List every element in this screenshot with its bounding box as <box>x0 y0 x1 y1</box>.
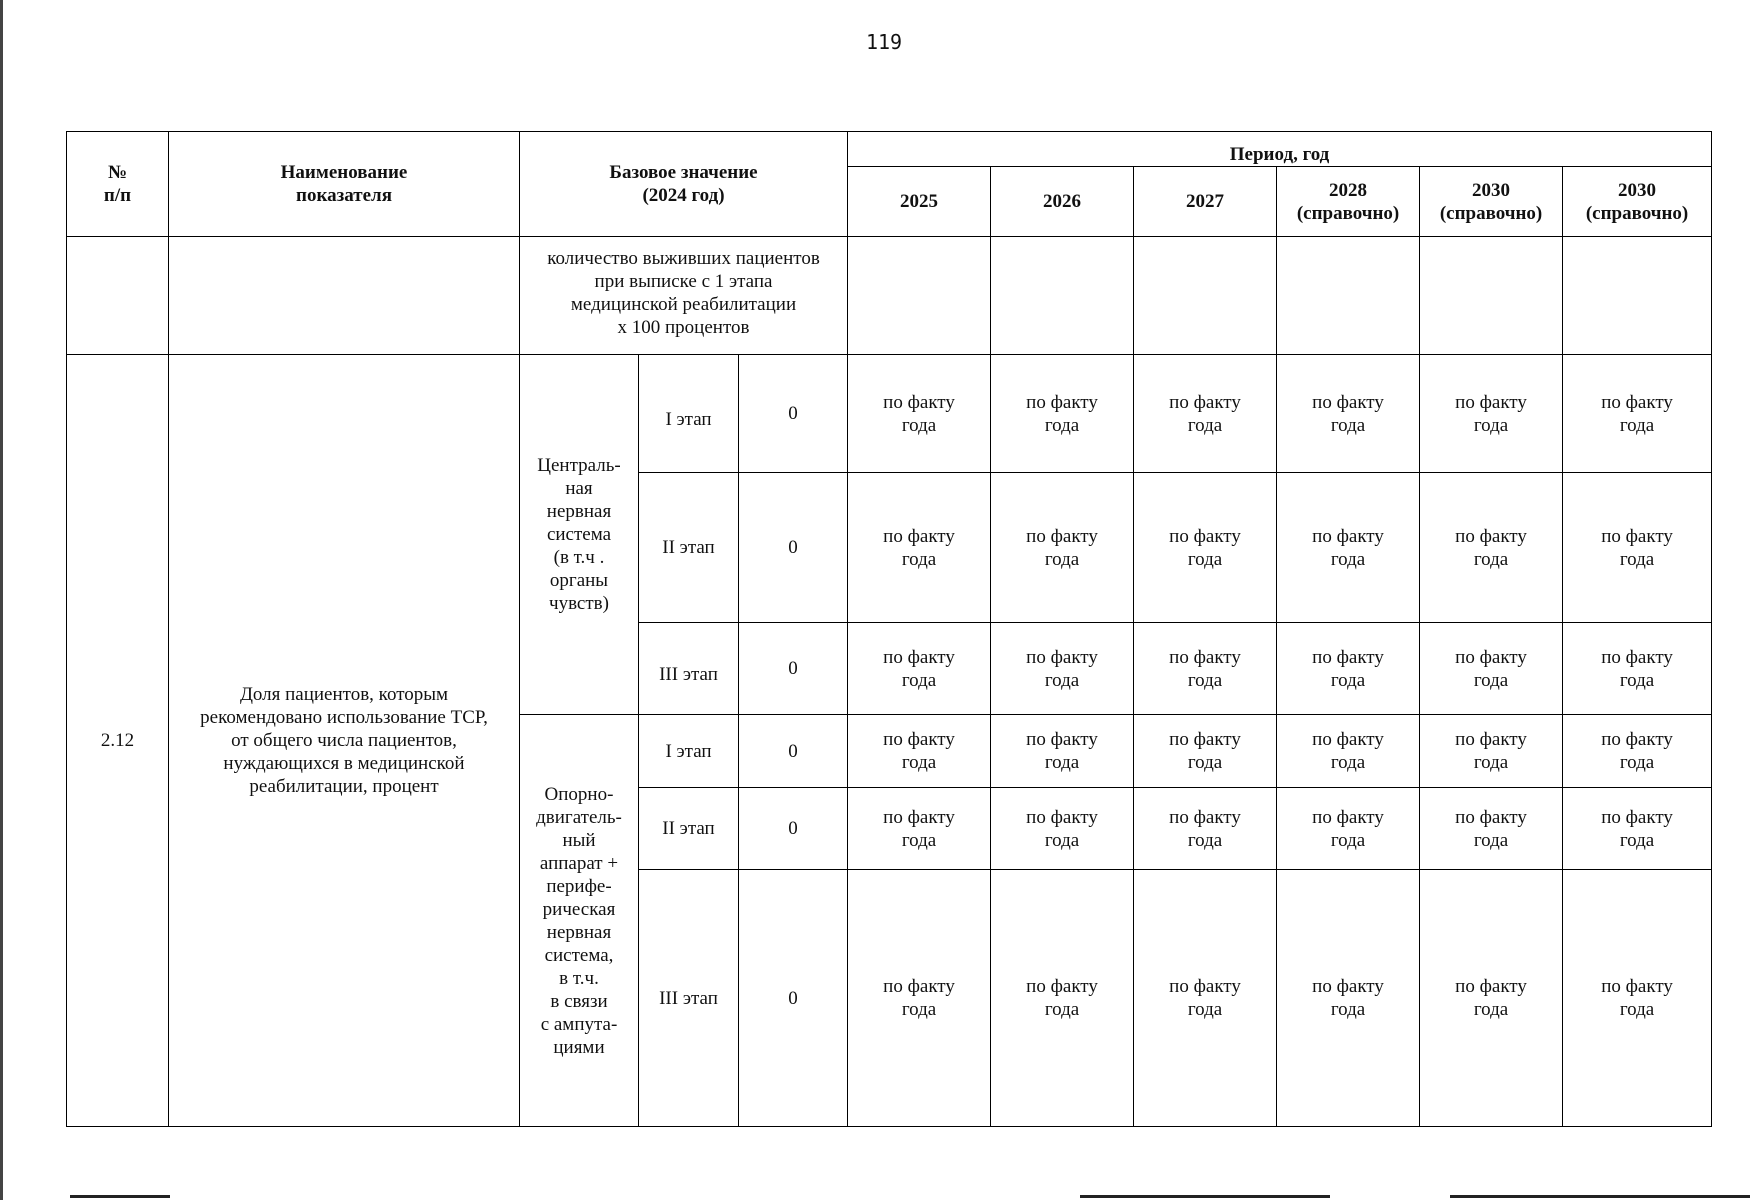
base-value: 0 <box>739 473 848 623</box>
period-cell: по факту года <box>991 715 1134 788</box>
period-cell: по факту года <box>991 473 1134 623</box>
period-cell: по факту года <box>1420 870 1563 1127</box>
cont-cell <box>848 237 991 355</box>
period-cell: по факту года <box>1420 473 1563 623</box>
period-cell: по факту года <box>1420 715 1563 788</box>
period-cell: по факту года <box>848 715 991 788</box>
stage-label: I этап <box>639 355 739 473</box>
period-cell: по факту года <box>1563 623 1712 715</box>
period-cell: по факту года <box>1277 715 1420 788</box>
base-value: 0 <box>739 715 848 788</box>
stage-label: III этап <box>639 870 739 1127</box>
cont-cell <box>991 237 1134 355</box>
base-value: 0 <box>739 788 848 870</box>
base-value: 0 <box>739 355 848 473</box>
header-name: Наименование показателя <box>169 132 520 237</box>
header-year-2028: 2028 (справочно) <box>1277 167 1420 237</box>
indicator-name: Доля пациентов, которым рекомендовано использование ТСР, от общего числа пациентов, нуждающихся в медицинской реабилитации, процент <box>169 355 520 1127</box>
stage-label: II этап <box>639 788 739 870</box>
header-year-2030-a: 2030 (справочно) <box>1420 167 1563 237</box>
period-cell: по факту года <box>1563 788 1712 870</box>
period-cell: по факту года <box>1134 788 1277 870</box>
page-number: 119 <box>865 30 903 54</box>
period-cell: по факту года <box>991 623 1134 715</box>
formula-text: количество выживших пациентов при выписке с 1 этапа медицинской реабилитации х 100 процентов <box>520 237 848 355</box>
cont-cell <box>1134 237 1277 355</box>
period-cell: по факту года <box>1277 788 1420 870</box>
scan-bottom-mark <box>1080 1195 1330 1198</box>
cont-name <box>169 237 520 355</box>
period-cell: по факту года <box>1563 870 1712 1127</box>
cont-cell <box>1277 237 1420 355</box>
cont-cell <box>1563 237 1712 355</box>
header-year-2025: 2025 <box>848 167 991 237</box>
scan-bottom-mark <box>1450 1195 1750 1198</box>
period-cell: по факту года <box>1277 355 1420 473</box>
group-label: Опорно- двигатель- ный аппарат + перифе- рическая нервная система, в т.ч. в связи с ампута- циями <box>520 715 639 1127</box>
period-cell: по факту года <box>1277 870 1420 1127</box>
indicator-number: 2.12 <box>67 355 169 1127</box>
base-value: 0 <box>739 623 848 715</box>
header-year-2026: 2026 <box>991 167 1134 237</box>
header-base: Базовое значение (2024 год) <box>520 132 848 237</box>
group-label: Централь- ная нервная система (в т.ч . органы чувств) <box>520 355 639 715</box>
period-cell: по факту года <box>1563 473 1712 623</box>
header-year-2030-b: 2030 (справочно) <box>1563 167 1712 237</box>
stage-label: III этап <box>639 623 739 715</box>
header-year-2027: 2027 <box>1134 167 1277 237</box>
scan-bottom-mark <box>70 1195 170 1198</box>
header-row-1 <box>67 132 1712 167</box>
header-period: Период, год <box>848 132 1712 167</box>
scan-left-edge <box>0 0 3 1200</box>
period-cell: по факту года <box>1134 870 1277 1127</box>
period-cell: по факту года <box>1134 623 1277 715</box>
period-cell: по факту года <box>1420 788 1563 870</box>
period-cell: по факту года <box>991 355 1134 473</box>
stage-label: II этап <box>639 473 739 623</box>
base-value: 0 <box>739 870 848 1127</box>
stage-label: I этап <box>639 715 739 788</box>
period-cell: по факту года <box>848 355 991 473</box>
period-cell: по факту года <box>1134 715 1277 788</box>
cont-cell <box>1420 237 1563 355</box>
period-cell: по факту года <box>848 623 991 715</box>
period-cell: по факту года <box>1563 715 1712 788</box>
indicator-table <box>66 131 1712 1127</box>
cont-num <box>67 237 169 355</box>
period-cell: по факту года <box>1134 473 1277 623</box>
period-cell: по факту года <box>848 788 991 870</box>
period-cell: по факту года <box>991 870 1134 1127</box>
period-cell: по факту года <box>1563 355 1712 473</box>
header-num: № п/п <box>67 132 169 237</box>
period-cell: по факту года <box>848 473 991 623</box>
table-row <box>67 355 1712 473</box>
continuation-row <box>67 237 1712 355</box>
period-cell: по факту года <box>848 870 991 1127</box>
period-cell: по факту года <box>1277 473 1420 623</box>
period-cell: по факту года <box>1420 355 1563 473</box>
period-cell: по факту года <box>1134 355 1277 473</box>
period-cell: по факту года <box>1277 623 1420 715</box>
period-cell: по факту года <box>991 788 1134 870</box>
period-cell: по факту года <box>1420 623 1563 715</box>
